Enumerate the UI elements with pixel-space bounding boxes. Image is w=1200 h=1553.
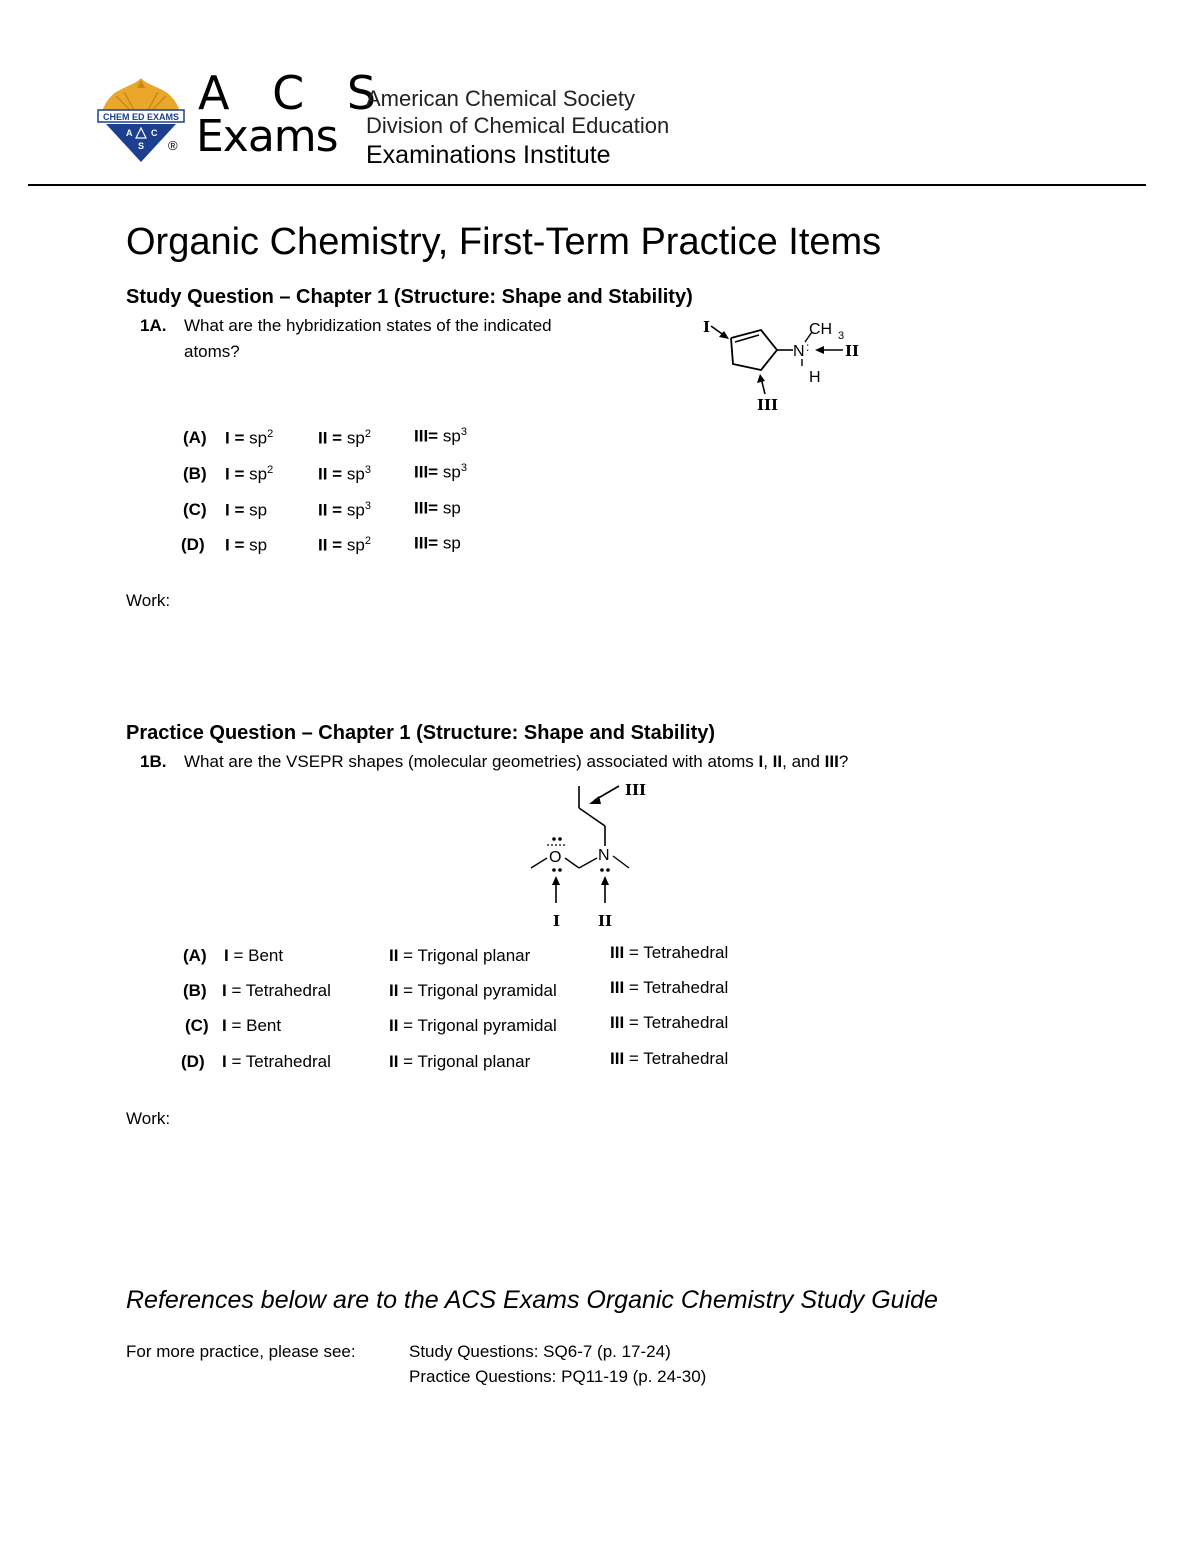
- org-line-2: Division of Chemical Education: [366, 113, 670, 138]
- svg-text:II: II: [598, 912, 613, 930]
- svg-text:III: III: [625, 781, 647, 799]
- practice-questions-reference: Practice Questions: PQ11-19 (p. 24-30): [409, 1367, 707, 1386]
- header-divider: [28, 184, 1146, 186]
- org-line-1: American Chemical Society: [366, 86, 635, 111]
- svg-text:A: A: [126, 128, 133, 138]
- cyclopentene-amine-structure: [695, 312, 875, 417]
- references-heading: References below are to the ACS Exams Organic Chemistry Study Guide: [126, 1286, 938, 1314]
- svg-text:N: N: [598, 847, 610, 864]
- svg-text:H: H: [809, 369, 821, 386]
- question-1a-text: What are the hybridization states of the indicated atoms?: [184, 316, 552, 361]
- svg-text:S: S: [138, 141, 145, 151]
- svg-text:O: O: [549, 849, 562, 866]
- study-question-heading: Study Question – Chapter 1 (Structure: Shape and Stability): [126, 286, 693, 308]
- logo-exams-text: Exams: [196, 111, 338, 162]
- svg-text::: :: [806, 340, 810, 354]
- question-1b-text: What are the VSEPR shapes (molecular geometries) associated with atoms I, II, and III?: [184, 752, 849, 771]
- question-1a-number: 1A.: [140, 316, 167, 335]
- svg-text:I: I: [553, 912, 561, 930]
- org-line-3: Examinations Institute: [366, 141, 611, 169]
- svg-text:N: N: [793, 343, 805, 360]
- work-label-1a: Work:: [126, 591, 171, 610]
- svg-text:CH: CH: [809, 321, 833, 338]
- question-1b-number: 1B.: [140, 752, 167, 771]
- svg-text:C: C: [151, 128, 158, 138]
- seal-banner-text: CHEM ED EXAMS: [102, 112, 180, 122]
- svg-text:I: I: [703, 318, 711, 336]
- work-label-1b: Work:: [126, 1109, 171, 1128]
- more-practice-label: For more practice, please see:: [126, 1342, 356, 1361]
- practice-question-heading: Practice Question – Chapter 1 (Structure: Shape and Stability): [126, 722, 716, 744]
- study-questions-reference: Study Questions: SQ6-7 (p. 17-24): [409, 1342, 671, 1361]
- registered-mark: ®: [168, 138, 178, 153]
- svg-text:II: II: [845, 342, 860, 360]
- svg-text:III: III: [757, 396, 779, 414]
- ether-amine-structure: [525, 778, 665, 930]
- svg-text:3: 3: [838, 330, 845, 342]
- page-title: Organic Chemistry, First-Term Practice Items: [126, 221, 882, 263]
- logo-acs-text: A C S: [198, 66, 391, 120]
